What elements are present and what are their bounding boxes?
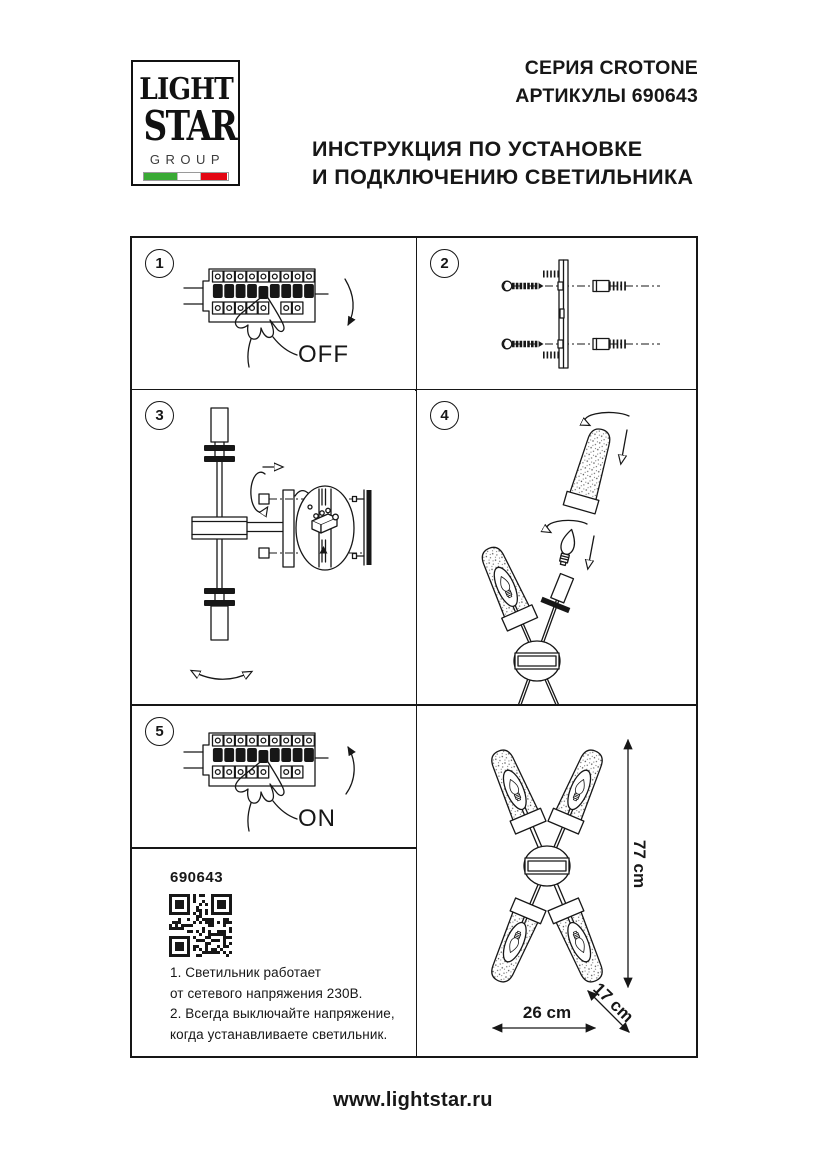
- step2-number-badge: 2: [430, 249, 459, 278]
- info-panel: [132, 849, 415, 1056]
- step3-panel: [132, 390, 415, 704]
- bulb-shade-illustration: [417, 390, 696, 704]
- title-line-1: ИНСТРУКЦИЯ ПО УСТАНОВКЕ: [312, 137, 643, 161]
- step5-panel: [132, 706, 415, 847]
- insert-bulb-arrow: [588, 536, 594, 568]
- step5-number-badge: 5: [145, 717, 174, 746]
- shade-bottom-right: [548, 898, 611, 987]
- assembly-illustration: [132, 390, 415, 704]
- note-line: 1. Светильник работает: [170, 965, 322, 980]
- step4-number-badge: 4: [430, 401, 459, 430]
- step4-panel: [417, 390, 696, 704]
- breaker-off-illustration: [132, 238, 415, 389]
- step3-number-badge: 3: [145, 401, 174, 430]
- step2-panel: [417, 238, 696, 389]
- italian-flag-bar: [143, 172, 229, 181]
- swing-arrow: [192, 671, 251, 679]
- instruction-grid: [130, 236, 698, 1058]
- step1-number-badge: 1: [145, 249, 174, 278]
- note-line: 2. Всегда выключайте напряжение,: [170, 1006, 395, 1021]
- off-label: OFF: [298, 341, 349, 368]
- candle-bulb-icon: [556, 528, 577, 567]
- step1-panel: [132, 238, 415, 389]
- width-dimension-label: 26 cm: [522, 1003, 572, 1022]
- breaker-on-illustration: [132, 706, 415, 847]
- turn-off-arrow: [345, 279, 353, 325]
- shade-bottom-left: [483, 898, 546, 987]
- turn-on-arrow: [346, 747, 354, 794]
- rotate-arrow: [251, 472, 267, 512]
- logo-star: STAR: [143, 102, 237, 150]
- series-title: СЕРИЯ CROTONE: [524, 57, 698, 79]
- installed-shade: [474, 542, 538, 631]
- shade-top-left: [483, 745, 546, 834]
- qr-code: [169, 894, 232, 957]
- mounting-bracket-illustration: [417, 238, 696, 389]
- logo-group: GROUP: [149, 152, 226, 167]
- article-number-title: АРТИКУЛЫ 690643: [515, 85, 698, 107]
- series-block: [310, 54, 698, 110]
- document-title: [312, 136, 698, 191]
- screw-bulb-arrow: [547, 520, 587, 532]
- title-line-2: И ПОДКЛЮЧЕНИЮ СВЕТИЛЬНИКА: [312, 164, 694, 189]
- logo-light: LIGHT: [139, 72, 233, 107]
- shade-top-right: [548, 745, 611, 834]
- article-number: 690643: [170, 869, 224, 886]
- depth-dimension-label: 17 cm: [589, 979, 638, 1027]
- screw-shade-arrow: [585, 412, 629, 425]
- on-label: ON: [298, 805, 336, 832]
- safety-notes: [170, 963, 395, 1045]
- note-line: когда устанавливаете светильник.: [170, 1026, 388, 1042]
- website-url: www.lightstar.ru: [333, 1089, 493, 1111]
- note-line: от сетевого напряжения 230В.: [170, 985, 363, 1001]
- loose-shade: [563, 425, 618, 514]
- lightstar-logo: [131, 60, 240, 186]
- insert-shade-arrow: [621, 430, 627, 463]
- height-dimension-label: 77 cm: [630, 839, 649, 889]
- dimensions-panel: [417, 706, 696, 1056]
